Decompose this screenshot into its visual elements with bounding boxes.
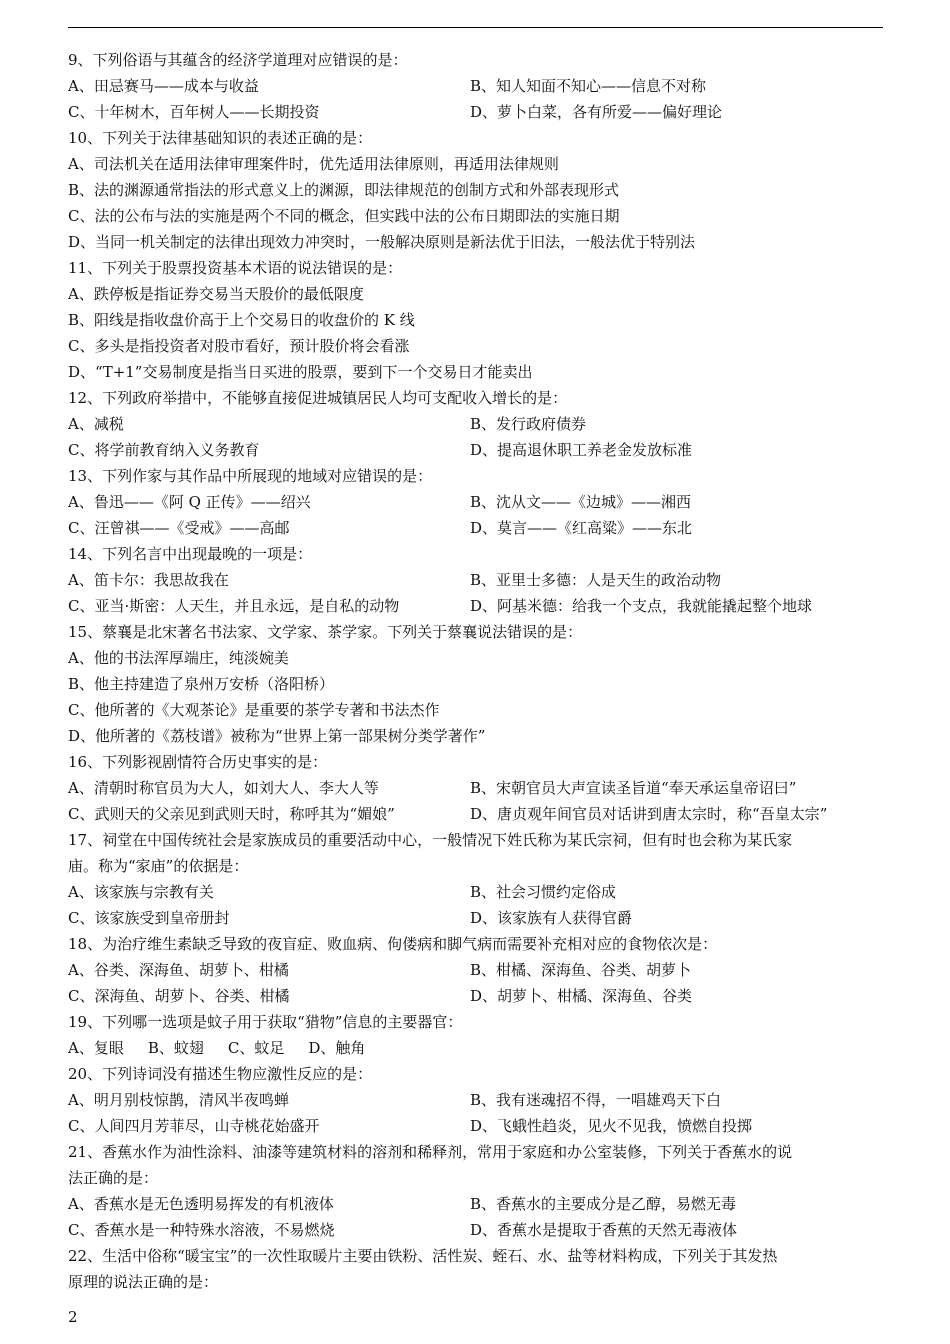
page-number: 2: [68, 1308, 78, 1326]
option-text: B、我有迷魂招不得，一唱雄鸡天下白: [470, 1091, 722, 1109]
question-stem: 17、祠堂在中国传统社会是家族成员的重要活动中心，一般情况下姓氏称为某氏宗祠，但有时也会称为某氏家: [68, 831, 793, 849]
option-text: C、将学前教育纳入义务教育: [68, 441, 260, 459]
question-block: [68, 931, 888, 1009]
question-block: [68, 1009, 888, 1061]
question-block: [68, 827, 888, 931]
option-row: [68, 307, 888, 333]
option-row: [68, 99, 888, 125]
option-text: D、香蕉水是提取于香蕉的天然无毒液体: [470, 1221, 738, 1239]
option-text: B、宋朝官员大声宣读圣旨道“奉天承运皇帝诏曰”: [470, 779, 797, 797]
question-block: [68, 255, 888, 385]
question-list: [68, 47, 888, 1295]
option-text: D、阿基米德：给我一个支点，我就能撬起整个地球: [470, 597, 813, 615]
option-text: D、提高退休职工养老金发放标准: [470, 441, 693, 459]
question-block: [68, 385, 888, 463]
option-row: [68, 983, 888, 1009]
question-stem: 15、蔡襄是北宋著名书法家、文学家、茶学家。下列关于蔡襄说法错误的是：: [68, 623, 583, 641]
option-text: B、阳线是指收盘价高于上个交易日的收盘价的 K 线: [68, 311, 415, 329]
option-text: B、社会习惯约定俗成: [470, 883, 617, 901]
option-row: [68, 73, 888, 99]
option-text: B、蚊翅: [147, 1039, 204, 1057]
option-text: A、谷类、深海鱼、胡萝卜、柑橘: [68, 961, 289, 979]
option-row: [68, 801, 888, 827]
option-text: D、萝卜白菜，各有所爱——偏好理论: [470, 103, 723, 121]
question-stem: 16、下列影视剧情符合历史事实的是：: [68, 753, 328, 771]
option-text: D、触角: [308, 1039, 366, 1057]
option-text: A、该家族与宗教有关: [68, 883, 214, 901]
option-text: C、武则天的父亲见到武则天时，称呼其为“媚娘”: [68, 805, 395, 823]
question-block: [68, 1061, 888, 1139]
option-text: A、减税: [68, 415, 124, 433]
option-text: B、沈从文——《边城》——湘西: [470, 493, 692, 511]
question-stem: 12、下列政府举措中，不能够直接促进城镇居民人均可支配收入增长的是：: [68, 389, 568, 407]
question-block: [68, 47, 888, 125]
question-stem: 19、下列哪一选项是蚊子用于获取“猎物”信息的主要器官：: [68, 1013, 463, 1031]
option-text: D、他所著的《荔枝谱》被称为“世界上第一部果树分类学著作”: [68, 727, 486, 745]
question-stem: 13、下列作家与其作品中所展现的地域对应错误的是：: [68, 467, 433, 485]
option-row: [68, 333, 888, 359]
option-text: B、亚里士多德：人是天生的政治动物: [470, 571, 722, 589]
question-stem: 20、下列诗词没有描述生物应激性反应的是：: [68, 1065, 373, 1083]
option-text: A、复眼: [68, 1039, 124, 1057]
option-text: D、莫言——《红高粱》——东北: [470, 519, 693, 537]
option-row: [68, 593, 888, 619]
header-rule: [68, 27, 883, 28]
option-row: [68, 437, 888, 463]
option-row: [68, 1035, 888, 1061]
option-text: C、汪曾祺——《受戒》——高邮: [68, 519, 290, 537]
question-stem: 法正确的是：: [68, 1169, 159, 1187]
option-row: [68, 697, 888, 723]
option-text: A、司法机关在适用法律审理案件时，优先适用法律原则，再适用法律规则: [68, 155, 559, 173]
option-row: [68, 567, 888, 593]
option-text: C、人间四月芳菲尽，山寺桃花始盛开: [68, 1117, 320, 1135]
option-text: A、田忌赛马——成本与收益: [68, 77, 259, 95]
option-row: [68, 359, 888, 385]
question-stem: 10、下列关于法律基础知识的表述正确的是：: [68, 129, 373, 147]
option-text: D、“T+1”交易制度是指当日买进的股票，要到下一个交易日才能卖出: [68, 363, 533, 381]
question-stem: 11、下列关于股票投资基本术语的说法错误的是：: [68, 259, 403, 277]
option-row: [68, 1217, 888, 1243]
option-text: C、亚当·斯密：人天生，并且永远，是自私的动物: [68, 597, 400, 615]
option-text: B、他主持建造了泉州万安桥（洛阳桥）: [68, 675, 335, 693]
option-text: D、当同一机关制定的法律出现效力冲突时，一般解决原则是新法优于旧法，一般法优于特别法: [68, 233, 696, 251]
question-stem: 22、生活中俗称“暖宝宝”的一次性取暖片主要由铁粉、活性炭、蛭石、水、盐等材料构成，下列关于其发热: [68, 1247, 778, 1265]
option-text: A、鲁迅——《阿 Q 正传》——绍兴: [68, 493, 311, 511]
option-row: [68, 1191, 888, 1217]
option-text: A、清朝时称官员为大人，如刘大人、李大人等: [68, 779, 379, 797]
option-text: A、香蕉水是无色透明易挥发的有机液体: [68, 1195, 334, 1213]
option-text: D、唐贞观年间官员对话讲到唐太宗时，称“吾皇太宗”: [470, 805, 828, 823]
question-block: [68, 125, 888, 255]
option-text: C、深海鱼、胡萝卜、谷类、柑橘: [68, 987, 290, 1005]
option-row: [68, 1113, 888, 1139]
option-text: B、法的渊源通常指法的形式意义上的渊源，即法律规范的创制方式和外部表现形式: [68, 181, 620, 199]
question-stem: 9、下列俗语与其蕴含的经济学道理对应错误的是：: [68, 51, 408, 69]
option-text: C、蚊足: [227, 1039, 285, 1057]
option-row: [68, 515, 888, 541]
option-row: [68, 723, 888, 749]
option-text: B、香蕉水的主要成分是乙醇，易燃无毒: [470, 1195, 737, 1213]
option-text: D、该家族有人获得官爵: [470, 909, 633, 927]
question-stem: 21、香蕉水作为油性涂料、油漆等建筑材料的溶剂和稀释剂，常用于家庭和办公室装修，下列关于香蕉水的说: [68, 1143, 793, 1161]
option-text: C、法的公布与法的实施是两个不同的概念，但实践中法的公布日期即法的实施日期: [68, 207, 620, 225]
question-block: [68, 1243, 888, 1295]
question-block: [68, 463, 888, 541]
option-row: [68, 203, 888, 229]
option-text: C、多头是指投资者对股市看好，预计股价将会看涨: [68, 337, 410, 355]
option-text: A、笛卡尔：我思故我在: [68, 571, 229, 589]
option-text: D、胡萝卜、柑橘、深海鱼、谷类: [470, 987, 693, 1005]
option-row: [68, 229, 888, 255]
question-block: [68, 541, 888, 619]
question-stem: 原理的说法正确的是：: [68, 1273, 219, 1291]
option-row: [68, 645, 888, 671]
question-block: [68, 1139, 888, 1243]
option-text: D、飞蛾性趋炎，见火不见我，愤燃自投掷: [470, 1117, 753, 1135]
question-stem: 庙。称为“家庙”的依据是：: [68, 857, 249, 875]
option-text: B、知人知面不知心——信息不对称: [470, 77, 707, 95]
question-stem: 14、下列名言中出现最晚的一项是：: [68, 545, 313, 563]
option-text: B、发行政府债券: [470, 415, 587, 433]
option-row: [68, 879, 888, 905]
option-row: [68, 957, 888, 983]
option-row: [68, 671, 888, 697]
option-row: [68, 905, 888, 931]
question-stem: 18、为治疗维生素缺乏导致的夜盲症、败血病、佝偻病和脚气病而需要补充相对应的食物依次是：: [68, 935, 718, 953]
option-text: C、十年树木，百年树人——长期投资: [68, 103, 320, 121]
option-row: [68, 411, 888, 437]
option-text: A、跌停板是指证券交易当天股价的最低限度: [68, 285, 364, 303]
option-row: [68, 775, 888, 801]
option-text: B、柑橘、深海鱼、谷类、胡萝卜: [470, 961, 692, 979]
question-block: [68, 619, 888, 749]
option-row: [68, 281, 888, 307]
option-row: [68, 151, 888, 177]
option-text: A、明月别枝惊鹊，清风半夜鸣蝉: [68, 1091, 289, 1109]
option-text: C、他所著的《大观茶论》是重要的茶学专著和书法杰作: [68, 701, 440, 719]
option-text: A、他的书法浑厚端庄，纯淡婉美: [68, 649, 289, 667]
option-text: C、该家族受到皇帝册封: [68, 909, 230, 927]
option-row: [68, 1087, 888, 1113]
option-row: [68, 177, 888, 203]
question-block: [68, 749, 888, 827]
option-text: C、香蕉水是一种特殊水溶液，不易燃烧: [68, 1221, 335, 1239]
option-row: [68, 489, 888, 515]
